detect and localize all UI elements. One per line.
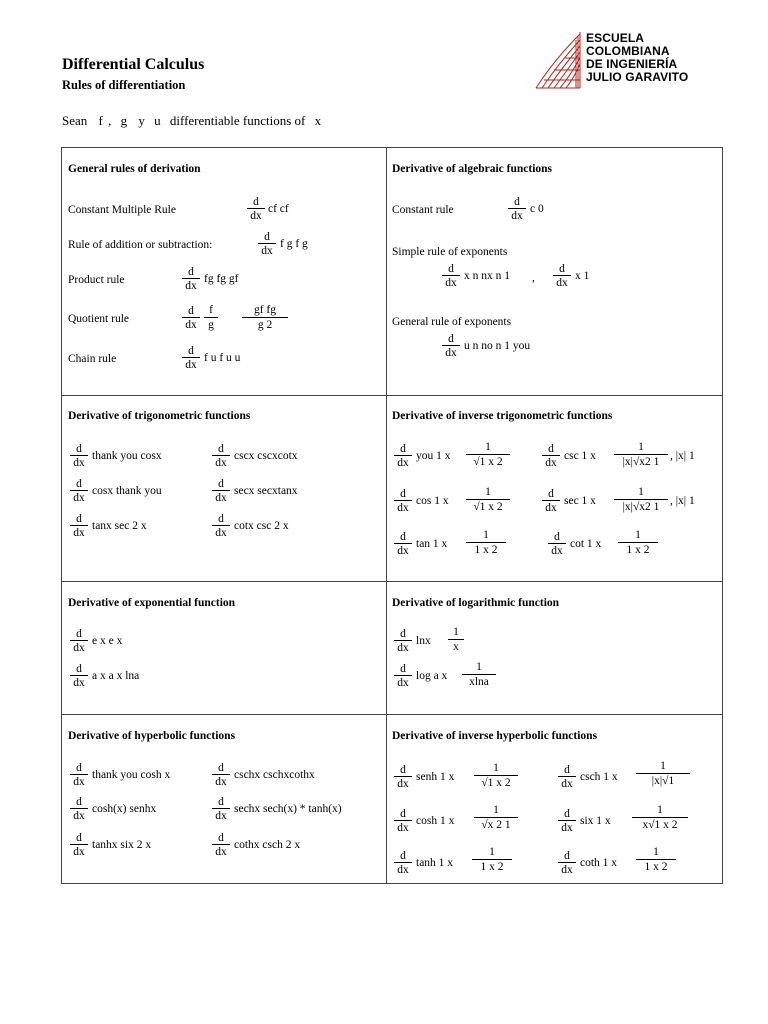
trig-rule: cosx thank you [92, 485, 162, 497]
derivative-operator: d dx [394, 628, 412, 654]
inverse-trig-rule: cot 1 x [570, 538, 602, 550]
quotient-result: $\frac{\text{gf fg}}{g 2}$ [242, 304, 288, 332]
trig-rule: secx secxtanx [234, 485, 298, 497]
derivative-operator: d dx [212, 796, 230, 822]
intro-word: Sean [62, 113, 88, 128]
derivative-operator: d dx [70, 628, 88, 654]
derivative-operator: d dx [258, 231, 276, 257]
logarithmic-rule: lnx [416, 635, 431, 647]
derivative-operator: d dx [182, 305, 200, 331]
derivative-operator: d dx [442, 333, 460, 359]
derivative-operator: d dx [212, 443, 230, 469]
inverse-trig-fraction: $\frac{1}{1 x 2}$ [466, 529, 506, 557]
derivative-operator: d dx [542, 443, 560, 469]
derivative-operator: d dx [70, 513, 88, 539]
logarithmic-fraction: $\frac{1}{x}$ [448, 626, 464, 654]
inverse-hyperbolic-rule: coth 1 x [580, 857, 618, 869]
derivative-operator: d dx [558, 808, 576, 834]
rule-expression: u n no n 1 you [464, 340, 531, 352]
derivative-operator: d dx [394, 808, 412, 834]
intro-word: y [138, 113, 145, 128]
derivative-operator: d dx [70, 443, 88, 469]
logo-text [586, 32, 688, 84]
derivative-operator: d dx [182, 266, 200, 292]
derivative-operator: d dx [508, 196, 526, 222]
rule-expression: f u f u u [204, 352, 241, 364]
inverse-trig-rule: cos 1 x [416, 495, 449, 507]
derivative-operator: d dx [182, 345, 200, 371]
intro-word: g [120, 113, 128, 128]
intro-word: f [98, 113, 103, 128]
page-subtitle: Rules of differentiation [62, 78, 186, 92]
domain-condition: , |x| 1 [670, 450, 695, 462]
derivative-operator: d dx [247, 196, 265, 222]
section-heading-exponential: Derivative of exponential function [68, 597, 236, 609]
derivative-operator: d dx [542, 488, 560, 514]
derivative-operator: d dx [212, 762, 230, 788]
derivative-operator: d dx [212, 513, 230, 539]
inverse-hyperbolic-rule: senh 1 x [416, 771, 455, 783]
derivative-operator: d dx [70, 762, 88, 788]
derivative-operator: d dx [558, 850, 576, 876]
inverse-trig-fraction: $\frac{1}{|x|√x2 1}$ [614, 486, 668, 514]
hyperbolic-rule: tanhx six 2 x [92, 839, 152, 851]
rule-label-constant-multiple: Constant Multiple Rule [68, 204, 176, 216]
inverse-hyperbolic-rule: cosh 1 x [416, 815, 455, 827]
section-heading-hyperbolic: Derivative of hyperbolic functions [68, 730, 236, 742]
logo-line: ESCUELA [586, 31, 645, 45]
intro-word: differentiable functions of [169, 113, 306, 128]
hyperbolic-rule: thank you cosh x [92, 769, 171, 781]
section-heading-general: General rules of derivation [68, 163, 201, 175]
trig-rule: cscx cscxcotx [234, 450, 298, 462]
rule-expression: c 0 [530, 203, 544, 215]
logarithmic-rule: log a x [416, 670, 448, 682]
exponential-rule: a x a x lna [92, 670, 140, 682]
column-divider [386, 148, 387, 883]
page-title: Differential Calculus [62, 56, 205, 73]
section-heading-inverse-trig: Derivative of inverse trigonometric functions [392, 410, 613, 422]
derivative-operator: d dx [70, 796, 88, 822]
exponential-rule: e x e x [92, 635, 123, 647]
rule-label-product: Product rule [68, 274, 125, 286]
derivative-operator: d dx [558, 764, 576, 790]
logo-line: COLOMBIANA [586, 44, 670, 58]
trig-rule: thank you cosx [92, 450, 162, 462]
logo-mark-icon [534, 30, 586, 92]
section-heading-algebraic: Derivative of algebraic functions [392, 163, 553, 175]
inverse-trig-fraction: $\frac{1}{|x|√x2 1}$ [614, 441, 668, 469]
row-divider [62, 581, 722, 582]
logo-line: DE INGENIERÍA [586, 57, 678, 71]
inverse-trig-fraction: $\frac{1}{√1 x 2}$ [466, 486, 510, 514]
hyperbolic-rule: cothx csch 2 x [234, 839, 301, 851]
inverse-hyperbolic-fraction: $\frac{1}{√x 2 1}$ [474, 804, 518, 832]
section-heading-inverse-hyperbolic: Derivative of inverse hyperbolic functions [392, 730, 598, 742]
derivative-operator: d dx [553, 263, 571, 289]
university-logo [534, 30, 704, 94]
derivative-operator: d dx [394, 663, 412, 689]
rule-expression: x 1 [575, 270, 590, 282]
rule-label-constant: Constant rule [392, 204, 454, 216]
rule-label-addition: Rule of addition or subtraction: [68, 239, 213, 251]
rule-label-general-exponents: General rule of exponents [392, 316, 512, 328]
inverse-hyperbolic-rule: csch 1 x [580, 771, 618, 783]
row-divider [62, 395, 722, 396]
logarithmic-fraction: $\frac{1}{xlna}$ [462, 661, 496, 689]
trig-rule: tanx sec 2 x [92, 520, 147, 532]
inverse-trig-rule: sec 1 x [564, 495, 596, 507]
inverse-hyperbolic-fraction: $\frac{1}{1 x 2}$ [636, 846, 676, 874]
derivative-operator: d dx [70, 478, 88, 504]
inverse-hyperbolic-fraction: $\frac{1}{1 x 2}$ [472, 846, 512, 874]
hyperbolic-rule: cosh(x) senhx [92, 803, 157, 815]
derivative-operator: d dx [394, 850, 412, 876]
derivative-operator: d dx [70, 832, 88, 858]
separator: , [532, 272, 535, 284]
intro-word: , [108, 113, 112, 128]
hyperbolic-rule: sechx sech(x) * tanh(x) [234, 803, 342, 815]
derivative-operator: d dx [212, 832, 230, 858]
inverse-trig-fraction: $\frac{1}{1 x 2}$ [618, 529, 658, 557]
rule-label-chain: Chain rule [68, 353, 117, 365]
derivative-operator: d dx [394, 531, 412, 557]
inverse-trig-rule: csc 1 x [564, 450, 596, 462]
inverse-hyperbolic-fraction: $\frac{1}{√1 x 2}$ [474, 762, 518, 790]
inverse-trig-rule: tan 1 x [416, 538, 448, 550]
rule-expression: cf cf [268, 203, 289, 215]
derivative-operator: d dx [394, 443, 412, 469]
derivative-operator: d dx [212, 478, 230, 504]
intro-word: u [154, 113, 161, 128]
formula-table [61, 147, 723, 884]
rule-expression: f g f g [280, 238, 308, 250]
rule-expression: fg fg gf [204, 273, 239, 285]
intro-text [62, 113, 323, 129]
rule-expression: x n nx n 1 [464, 270, 510, 282]
derivative-operator: d dx [70, 663, 88, 689]
hyperbolic-rule: cschx cschxcothx [234, 769, 315, 781]
inverse-trig-fraction: $\frac{1}{√1 x 2}$ [466, 441, 510, 469]
logo-line: JULIO GARAVITO [586, 70, 689, 84]
inverse-trig-rule: you 1 x [416, 450, 451, 462]
inverse-hyperbolic-rule: six 1 x [580, 815, 611, 827]
rule-label-quotient: Quotient rule [68, 313, 129, 325]
derivative-operator: d dx [442, 263, 460, 289]
section-heading-logarithmic: Derivative of logarithmic function [392, 597, 560, 609]
section-heading-trig: Derivative of trigonometric functions [68, 410, 251, 422]
quotient-fraction: $\frac{f}{g}$ [204, 304, 218, 332]
inverse-hyperbolic-fraction: $\frac{1}{|x|√1}$ [636, 760, 690, 788]
rule-label-simple-exponents: Simple rule of exponents [392, 246, 508, 258]
inverse-hyperbolic-rule: tanh 1 x [416, 857, 454, 869]
derivative-operator: d dx [394, 488, 412, 514]
intro-word: x [314, 113, 322, 128]
trig-rule: cotx csc 2 x [234, 520, 289, 532]
domain-condition: , |x| 1 [670, 495, 695, 507]
derivative-operator: d dx [548, 531, 566, 557]
row-divider [62, 714, 722, 715]
derivative-operator: d dx [394, 764, 412, 790]
inverse-hyperbolic-fraction: $\frac{1}{x√1 x 2}$ [632, 804, 688, 832]
